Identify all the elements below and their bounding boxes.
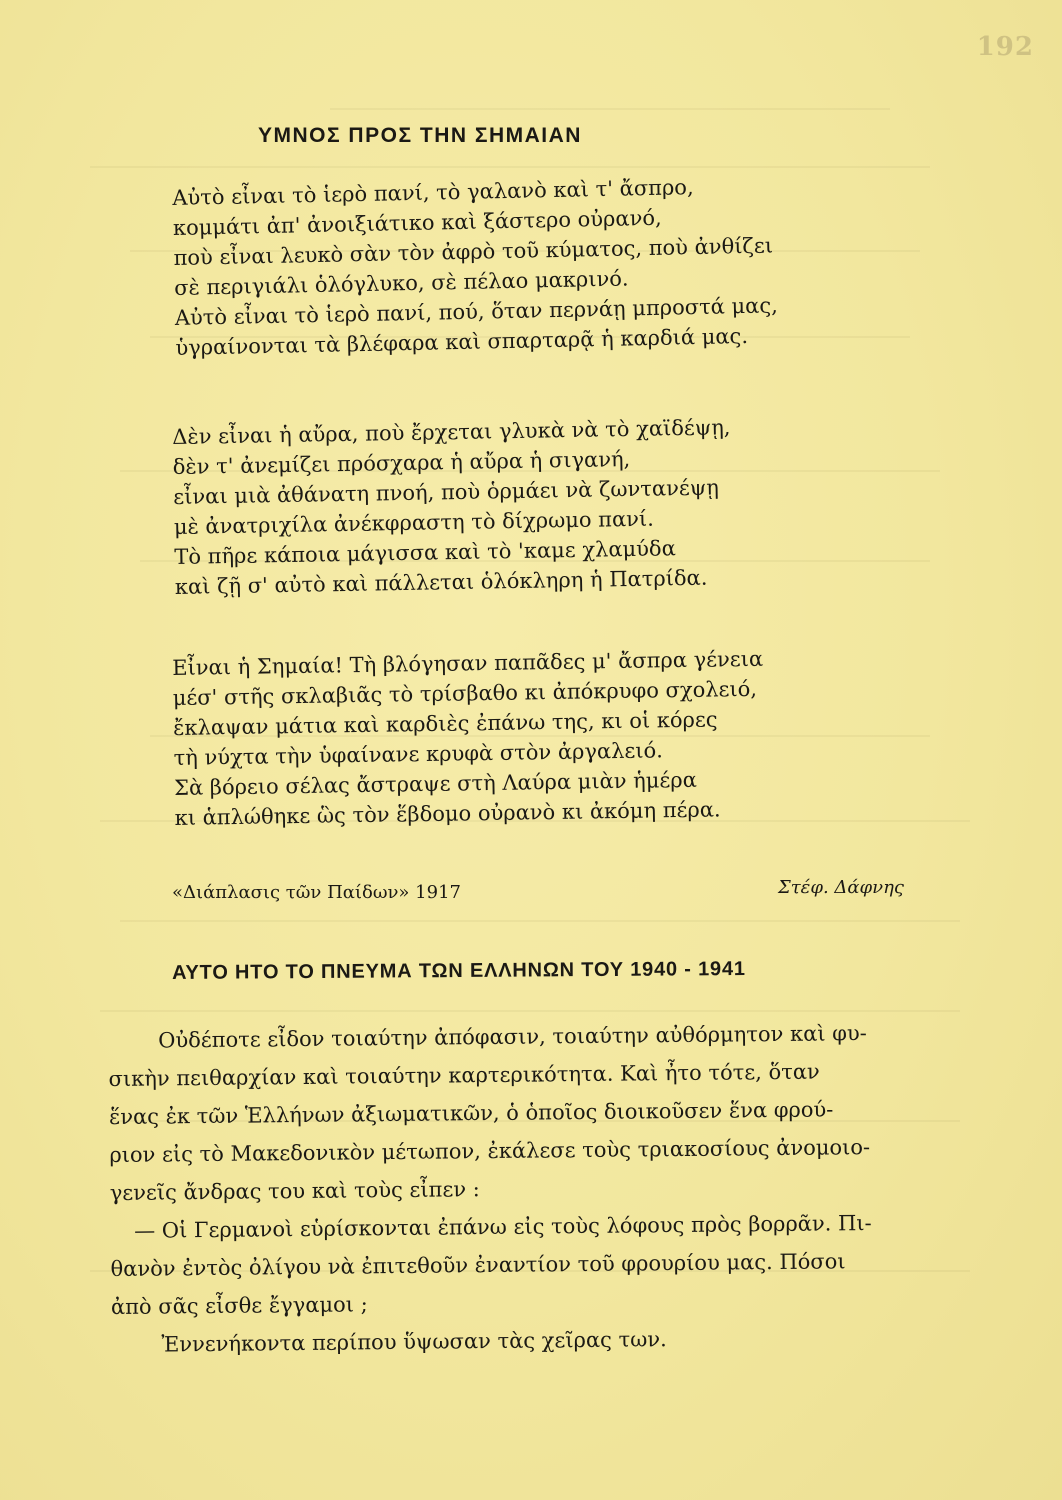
poem-line: καὶ ζῇ σ' αὐτὸ καὶ πάλλεται ὁλόκληρη ἡ Πατρίδα.: [174, 565, 708, 599]
article-line: θανὸν ἐντὸς ὀλίγου νὰ ἐπιτεθοῦν ἐναντίον τοῦ φρουρίου μας. Πόσοι: [110, 1249, 846, 1281]
poem-line: Δὲν εἶναι ἡ αὔρα, ποὺ ἔρχεται γλυκὰ νὰ τὸ χαϊδέψῃ,: [172, 415, 731, 449]
poem-author: Στέφ. Δάφνης: [778, 877, 904, 898]
poem-line: μὲ ἀνατριχίλα ἀνέκφραστη τὸ δίχρωμο πανί.: [173, 506, 655, 539]
article-line: ἕνας ἐκ τῶν Ἑλλήνων ἀξιωματικῶν, ὁ ὁποῖος διοικοῦσεν ἕνα φρού-: [108, 1097, 834, 1129]
poem-line: ὑγραίνονται τὰ βλέφαρα καὶ σπαρταρᾷ ἡ καρδιά μας.: [175, 323, 749, 360]
poem-line: κομμάτι ἀπ' ἀνοιξιάτικο καὶ ξάστερο οὐρανό,: [172, 205, 662, 240]
poem-stanza-1: [172, 167, 936, 363]
article-line: ριον εἰς τὸ Μακεδονικὸν μέτωπον, ἐκάλεσε τοὺς τριακοσίους ἀνομοιο-: [109, 1135, 871, 1167]
poem-line: τὴ νύχτα τὴν ὑφαίνανε κρυφὰ στὸν ἀργαλειό.: [173, 738, 664, 770]
poem-title: ΥΜΝΟΣ ΠΡΟΣ ΤΗΝ ΣΗΜΑΙΑΝ: [258, 124, 582, 147]
article-line: — Οἱ Γερμανοὶ εὑρίσκονται ἐπάνω εἰς τοὺς λόφους πρὸς βορρᾶν. Πι-: [134, 1211, 872, 1243]
page-number: 192: [976, 32, 1034, 62]
poem-source: «Διάπλασις τῶν Παίδων» 1917: [172, 882, 461, 903]
poem-line: ἔκλαψαν μάτια καὶ καρδιὲς ἐπάνω της, κι οἱ κόρες: [172, 707, 718, 740]
poem-line: εἶναι μιὰ ἀθάνατη πνοή, ποὺ ὁρμάει νὰ ζωντανέψῃ: [173, 475, 719, 509]
poem-line: σὲ περιγιάλι ὁλόγλυκο, σὲ πέλαο μακρινό.: [173, 266, 629, 300]
poem-line: Τὸ πῆρε κάποια μάγισσα καὶ τὸ 'καμε χλαμύδα: [174, 536, 676, 569]
article-line: ἀπὸ σᾶς εἶσθε ἔγγαμοι ;: [110, 1292, 368, 1319]
poem-line: κι ἁπλώθηκε ὣς τὸν ἕβδομο οὐρανὸ κι ἀκόμη πέρα.: [174, 797, 721, 830]
poem-stanza-3: [172, 641, 935, 833]
article-line: Ἐννενήκοντα περίπου ὕψωσαν τὰς χεῖρας των.: [161, 1327, 667, 1357]
article-line: γενεῖς ἄνδρας του καὶ τοὺς εἶπεν :: [109, 1177, 480, 1205]
poem-line: μέσ' στῆς σκλαβιᾶς τὸ τρίσβαθο κι ἀπόκρυφο σχολειό,: [172, 676, 758, 710]
article-body: [108, 1013, 962, 1364]
poem-line: Αὐτὸ εἶναι τὸ ἱερὸ πανί, τὸ γαλανὸ καὶ τ' ἄσπρο,: [172, 175, 694, 210]
poem-line: ποὺ εἶναι λευκὸ σὰν τὸν ἀφρὸ τοῦ κύματος, ποὺ ἀνθίζει: [173, 233, 774, 270]
article-heading: ΑΥΤΟ ΗΤΟ ΤΟ ΠΝΕΥΜΑ ΤΩΝ ΕΛΛΗΝΩΝ ΤΟΥ 1940 - 1941: [172, 957, 746, 984]
poem-line: Σὰ βόρειο σέλας ἄστραψε στὴ Λαύρα μιὰν ἡμέρα: [173, 767, 698, 800]
poem-stanza-2: [172, 409, 935, 602]
poem-line: δὲν τ' ἀνεμίζει πρόσχαρα ἡ αὔρα ἡ σιγανή,: [172, 447, 631, 479]
article-line: σικὴν πειθαρχίαν καὶ τοιαύτην καρτερικότητα. Καὶ ἦτο τότε, ὅταν: [108, 1059, 820, 1091]
poem-line: Αὐτὸ εἶναι τὸ ἱερὸ πανί, πού, ὅταν περνάῃ μπροστά μας,: [174, 293, 779, 330]
article-line: Οὐδέποτε εἶδον τοιαύτην ἀπόφασιν, τοιαύτην αὐθόρμητον καὶ φυ-: [158, 1021, 867, 1053]
poem-line: Εἶναι ἡ Σημαία! Τὴ βλόγησαν παπᾶδες μ' ἄσπρα γένεια: [172, 646, 764, 680]
